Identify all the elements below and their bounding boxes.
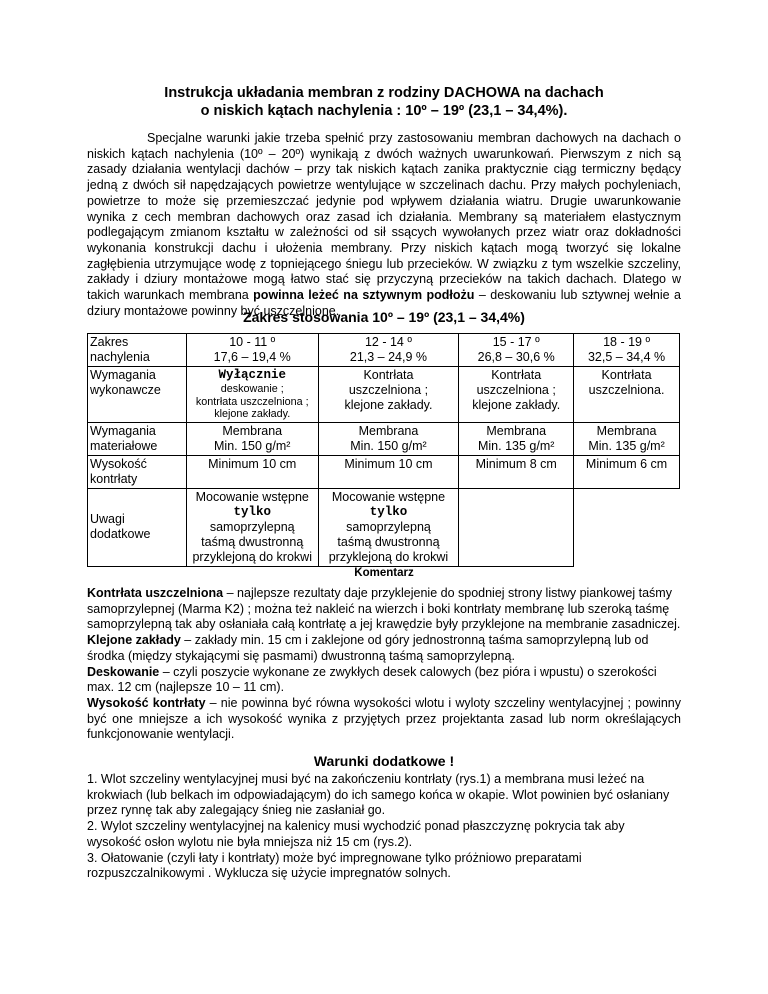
label-text: Wymagania (90, 423, 156, 438)
title-line-1: Instrukcja układania membran z rodziny DACHOWA na dachach (164, 85, 604, 101)
note-cell (318, 488, 459, 566)
cell-text: 10 - 11 º (229, 335, 276, 349)
cell-text: klejone zakłady. (344, 398, 433, 412)
comment-paragraph (87, 633, 681, 664)
material-cell (459, 422, 574, 455)
label-cell (88, 422, 187, 455)
height-cell: Minimum 10 cm (318, 455, 459, 488)
range-cell (186, 334, 318, 367)
comment-heading: Komentarz (354, 567, 414, 579)
label-cell (88, 367, 187, 423)
material-cell (186, 422, 318, 455)
cell-text: Wyłącznie (218, 368, 286, 382)
table-row (88, 422, 680, 455)
table-row (88, 334, 680, 367)
cell-text: Kontrłata (363, 368, 414, 382)
cell-text: tylko (369, 504, 408, 519)
note-cell (459, 488, 574, 566)
requirement-cell (574, 367, 680, 423)
label-text: Uwagi (90, 512, 125, 526)
comment-text: – nie powinna być równa wysokości wlotu i wyloty szczeliny wentylacyjnej ; powinny być one mniejsze a ich wysokość wynika z przyjętych przez projektanta zasad lub norm określających funkcjonowanie wentylacji. (87, 695, 681, 742)
label-text: dodatkowe (90, 527, 151, 541)
cell-text: tylko (233, 504, 271, 519)
cell-text: 32,5 – 34,4 % (587, 350, 666, 364)
requirement-cell (186, 367, 318, 423)
cell-text: 12 - 14 º (364, 335, 412, 349)
cell-text: przyklejoną do krokwi (328, 549, 449, 564)
intro-paragraph (87, 131, 681, 319)
cell-text: Membrana (222, 423, 283, 438)
cell-text: Membrana (358, 423, 419, 438)
cell-text: Membrana (596, 423, 657, 438)
label-cell (88, 455, 187, 488)
cell-text: kontrłata uszczelniona ; (195, 395, 309, 408)
cell-text: 15 - 17 º (492, 335, 540, 349)
document-title (0, 84, 768, 120)
range-cell (574, 334, 680, 367)
comment-block (87, 586, 681, 743)
comment-paragraph (87, 696, 681, 743)
cell-text: samoprzylepną (346, 519, 431, 534)
cell-text: uszczelniona ; (476, 383, 556, 397)
cell-text: Kontrłata (491, 368, 542, 382)
note-cell (574, 488, 680, 566)
range-table (87, 333, 680, 567)
height-cell: Minimum 8 cm (459, 455, 574, 488)
height-cell: Minimum 10 cm (186, 455, 318, 488)
cell-text: taśmą dwustronną (201, 534, 304, 549)
intro-text-end: – deskowaniu lub sztywnej wełnie a dziury montażowe powinny być uszczelnione. (87, 288, 682, 318)
cell-text: uszczelniona. (588, 383, 665, 397)
cell-text: taśmą dwustronną (337, 534, 440, 549)
intro-bold: powinna leżeć na sztywnym podłożu (253, 288, 475, 303)
label-cell (88, 488, 187, 566)
extra-paragraph: 2. Wylot szczeliny wentylacyjnej na kalenicy musi wychodzić ponad płaszczyznę pokrycia tak aby wysokość osłon wylotu nie była mniejsza niż 15 cm (rys.2). (87, 819, 625, 849)
range-heading: Zakres stosowania 10º – 19º (23,1 – 34,4%) (243, 309, 525, 325)
comment-term: Klejone zakłady (87, 633, 181, 648)
label-text: Wysokość (90, 456, 147, 471)
cell-text: 18 - 19 º (603, 335, 651, 349)
label-text: nachylenia (90, 350, 150, 364)
table-row (88, 455, 680, 488)
cell-text: 26,8 – 30,6 % (477, 350, 555, 364)
extra-paragraph: 3. Ołatowanie (czyli łaty i kontrłaty) może być impregnowane tylko próżniowo preparatami rozpuszczalnikowymi . Wyklucza się użycie impregnatów solnych. (87, 850, 582, 881)
range-cell (459, 334, 574, 367)
comment-term: Wysokość kontrłaty (87, 695, 206, 710)
material-cell (574, 422, 680, 455)
cell-text: Mocowanie wstępne (195, 489, 309, 504)
cell-text: Membrana (486, 423, 547, 438)
requirement-cell (318, 367, 459, 423)
cell-text: Kontrłata (601, 368, 652, 382)
note-cell (186, 488, 318, 566)
comment-text: – najlepsze rezultaty daje przyklejenie do spodniej strony listwy piankowej taśmy samoprzylepnej (Marma K2) ; można też nakleić na wierzch i boki kontrłaty membranę lub szeroką taśmę samoprzylepną tak aby osłaniała całą kontrłatę a jej krawędzie były przyklejone na membranie zasadniczej. (87, 586, 681, 632)
comment-text: – zakłady min. 15 cm i zaklejone od góry jednostronną taśma samoprzylepną lub od środka (między stykającymi się pasmami) dwustronną taśmą samoprzylepną. (87, 633, 649, 663)
label-text: wykonawcze (90, 383, 161, 397)
title-line-2: o niskich kątach nachylenia : 10º – 19º (23,1 – 34,4%). (200, 103, 568, 119)
intro-text: Specjalne warunki jakie trzeba spełnić przy zastosowaniu membran dachowych na dachach o niskich kątach nachylenia (10º – 20º) wynikają z dwóch ważnych uwarunkowań. Pierwszym z nich są zasady działania wentylacji dachów – przy tak niskich kątach zanika praktycznie ciąg termiczny będący jedną z dwóch sił napędzających powietrze wentylujące w szczelinach dachu. Przy małych pochyleniach, powietrze to może się przemieszczać jedynie pod wpływem działania wiatru. Drugie uwarunkowanie wynika z cech membran dachowych oraz zasad ich działania. Membrany są materiałem elastycznym podlegającym zmianom kształtu w zależności od sił ssących wywołanych przez wiatr oraz dokładności wykonania konstrukcji dachu i ułożenia membrany. Przy niskich kątach mogą tworzyć się lokalne zagłębienia utrzymujące wodę z topniejącego śniegu lub przecieków. W związku z tym wszelkie szczeliny, zakłady i dziury montażowe mogą łatwo stać się przyczyną przecieków na takich dachach. Dlatego w takich warunkach membrana (87, 131, 681, 303)
table-row (88, 367, 680, 423)
comment-text: – czyli poszycie wykonane ze zwykłych desek calowych (bez pióra i wpustu) o szerokości max. 12 cm (najlepsze 10 – 11 cm). (87, 664, 657, 695)
table-row (88, 488, 680, 566)
height-cell: Minimum 6 cm (574, 455, 680, 488)
comment-term: Deskowanie (87, 664, 160, 679)
cell-text: klejone zakłady. (214, 408, 291, 420)
extra-block (87, 772, 681, 882)
comment-paragraph (87, 665, 681, 696)
cell-text: deskowanie ; (220, 383, 284, 395)
cell-text: 17,6 – 19,4 % (213, 350, 291, 364)
requirement-cell (459, 367, 574, 423)
cell-text: Min. 135 g/m² (588, 438, 665, 453)
extra-heading: Warunki dodatkowe ! (313, 753, 455, 769)
cell-text: Mocowanie wstępne (331, 489, 446, 504)
material-cell (318, 422, 459, 455)
cell-text: Min. 150 g/m² (350, 438, 427, 453)
label-text: Wymagania (90, 368, 156, 382)
cell-text: przyklejoną do krokwi (192, 549, 312, 564)
cell-text: samoprzylepną (209, 519, 295, 534)
label-text: materiałowe (90, 438, 158, 453)
cell-text: 21,3 – 24,9 % (349, 350, 428, 364)
cell-text: klejone zakłady. (472, 398, 561, 412)
cell-text: Min. 150 g/m² (214, 438, 291, 453)
comment-term: Kontrłata uszczelniona (87, 586, 224, 600)
cell-text: uszczelniona ; (348, 383, 429, 397)
extra-paragraph: 1. Wlot szczeliny wentylacyjnej musi być na zakończeniu kontrłaty (rys.1) a membrana musi leżeć na krokwiach (lub belkach im odpowiadającym) do ich samego końca w okapie. Wlot powinien być osłaniany przez rynnę tak aby zalegający śnieg nie zasłaniał go. (87, 772, 670, 818)
range-cell (318, 334, 459, 367)
label-cell (88, 334, 187, 367)
label-text: Zakres (90, 335, 129, 349)
label-text: kontrłaty (90, 471, 138, 486)
comment-paragraph (87, 586, 681, 633)
cell-text: Min. 135 g/m² (477, 438, 555, 453)
